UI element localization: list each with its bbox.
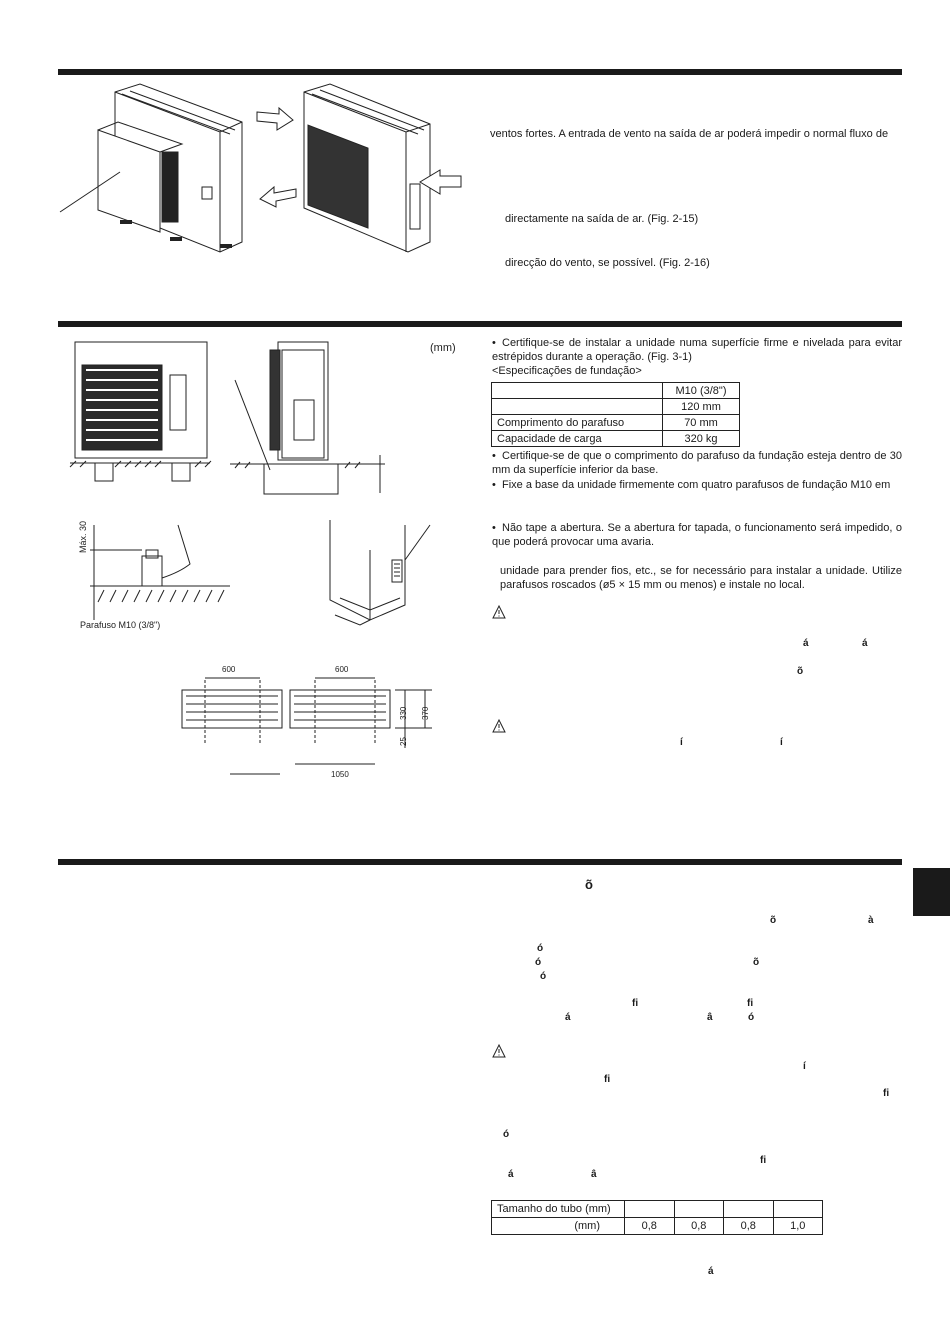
spec-cell <box>492 399 663 415</box>
text-fragment: ó <box>748 1012 755 1023</box>
spec-cell: M10 (3/8") <box>663 383 740 399</box>
pipe-cell <box>724 1201 774 1218</box>
bullet-bolt-length: • Certifique-se de que o comprimento do parafuso da fundação esteja dentro de 30 mm da superfície inferior da base. <box>492 450 902 476</box>
dim-600-a: 600 <box>222 665 236 674</box>
dim-600-b: 600 <box>335 665 349 674</box>
text-fragment: õ <box>753 957 760 968</box>
section-title-fragment: õ <box>585 877 593 892</box>
pipe-cell: 1,0 <box>773 1218 823 1235</box>
text-fragment: á <box>862 638 868 649</box>
text-fragment: fi <box>883 1088 890 1099</box>
warning-icon <box>492 1044 506 1058</box>
figure-2-15-unit <box>60 82 250 257</box>
foundation-front-view <box>70 340 215 485</box>
dim-330: 330 <box>399 706 408 720</box>
bullet-fix-base: • Fixe a base da unidade firmemente com quatro parafusos de fundação M10 em <box>492 479 891 491</box>
text-fragment: á <box>508 1169 514 1180</box>
dim-25: 25 <box>399 737 408 746</box>
pipe-cell: 0,8 <box>724 1218 774 1235</box>
text-fragment: à <box>868 915 874 926</box>
text-fragment: õ <box>770 915 777 926</box>
text-fragment: á <box>565 1012 571 1023</box>
pipe-cell <box>674 1201 724 1218</box>
text-fragment: fi <box>632 998 639 1009</box>
section-rule-4 <box>58 859 902 865</box>
language-tab <box>913 868 950 916</box>
fig215-text-2: directamente na saída de ar. (Fig. 2-15) <box>505 213 699 225</box>
foundation-layout-plan <box>170 660 450 790</box>
warning-icon <box>492 605 506 619</box>
spec-cell: Comprimento do parafuso <box>492 415 663 431</box>
dim-370: 370 <box>421 706 430 720</box>
text-fragment: ó <box>537 943 544 954</box>
pipe-cell: 0,8 <box>625 1218 675 1235</box>
text-fragment: í <box>780 737 783 748</box>
text-fragment: â <box>707 1012 713 1023</box>
text-fragment: í <box>680 737 683 748</box>
text-fragment: á <box>803 638 809 649</box>
text-fragment: ó <box>503 1129 510 1140</box>
text-fragment: fi <box>604 1074 611 1085</box>
bullet-opening: • Não tape a abertura. Se a abertura for tapada, o funcionamento será impedido, o que poderá provocar uma avaria. <box>492 522 902 548</box>
pipe-cell: 0,8 <box>674 1218 724 1235</box>
text-fragment: ó <box>535 957 542 968</box>
warning-icon <box>492 719 506 733</box>
screw-text: unidade para prender fios, etc., se for necessário para instalar a unidade. Utilize parafusos roscados (ø5 × 15 mm ou menos) e instale no local. <box>500 565 902 591</box>
vent-opening-detail <box>320 520 440 630</box>
text-fragment: í <box>803 1061 806 1072</box>
fig216-text: direcção do vento, se possível. (Fig. 2-16) <box>505 257 710 269</box>
foundation-spec-table <box>491 382 740 447</box>
fig215-text: ventos fortes. A entrada de vento na saída de ar poderá impedir o normal fluxo de <box>490 128 889 140</box>
pipe-size-table <box>491 1200 823 1235</box>
text-fragment: fi <box>760 1155 767 1166</box>
figure-2-16-unit <box>300 84 435 254</box>
section-rule-3 <box>58 321 902 327</box>
pipe-cell <box>625 1201 675 1218</box>
pipe-cell: (mm) <box>492 1218 625 1235</box>
text-fragment: fi <box>747 998 754 1009</box>
section-rule-2 <box>58 69 902 75</box>
dim-1050: 1050 <box>331 770 349 779</box>
text-fragment: â <box>591 1169 597 1180</box>
anchor-bolt-detail <box>80 520 270 620</box>
text-fragment: ó <box>540 971 547 982</box>
spec-cell <box>492 383 663 399</box>
wind-arrow-icon <box>255 108 295 130</box>
bolt-label: Parafuso M10 (3/8") <box>80 620 161 630</box>
max30-label: Máx. 30 <box>78 520 88 553</box>
spec-caption: <Especificações de fundação> <box>492 365 642 377</box>
text-fragment: õ <box>797 666 804 677</box>
text-fragment: á <box>708 1266 714 1277</box>
foundation-side-view <box>230 340 385 498</box>
spec-cell: Capacidade de carga <box>492 431 663 447</box>
spec-cell: 70 mm <box>663 415 740 431</box>
spec-cell: 120 mm <box>663 399 740 415</box>
wind-arrow-icon <box>418 170 463 194</box>
spec-cell: 320 kg <box>663 431 740 447</box>
unit-label: (mm) <box>430 342 456 354</box>
pipe-cell <box>773 1201 823 1218</box>
pipe-cell: Tamanho do tubo (mm) <box>492 1201 625 1218</box>
wind-arrow-icon <box>258 185 298 207</box>
bullet-level-surface: • Certifique-se de instalar a unidade numa superfície firme e nivelada para evitar estrépidos durante a operação. (Fig. 3-1) <box>492 337 902 363</box>
